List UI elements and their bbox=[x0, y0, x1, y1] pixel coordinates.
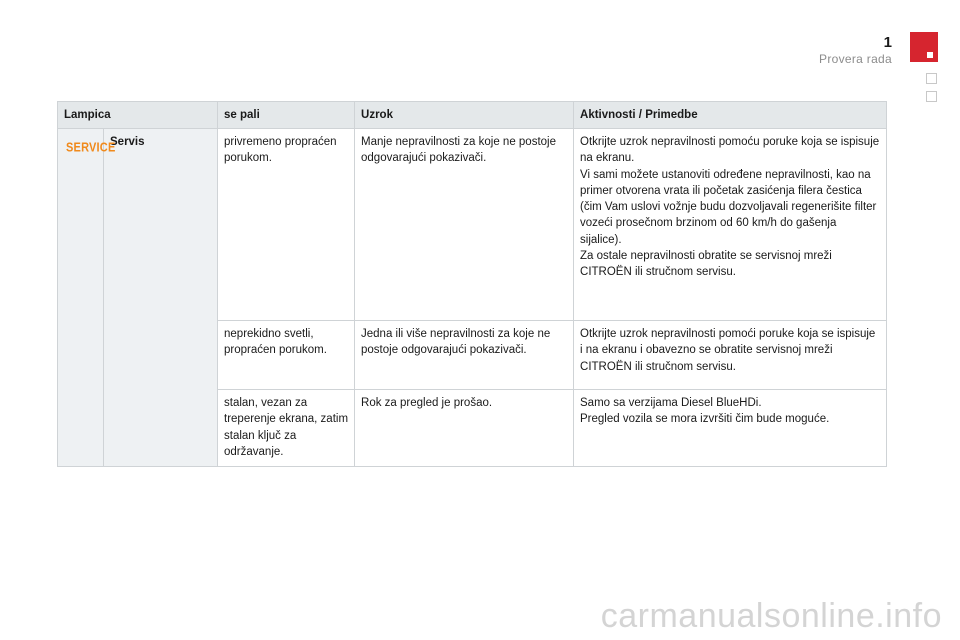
aktivnosti-paragraph: Samo sa verzijama Diesel BlueHDi. bbox=[580, 397, 762, 409]
uzrok-cell: Rok za pregled je prošao. bbox=[355, 390, 574, 467]
uzrok-cell: Manje nepravilnosti za koje ne postoje odgovarajući pokazivači. bbox=[355, 129, 574, 321]
uzrok-cell: Jedna ili više nepravilnosti za koje ne postoje odgovarajući pokazivači. bbox=[355, 321, 574, 390]
column-header-lampica: Lampica bbox=[58, 102, 218, 129]
aktivnosti-paragraph: Otkrijte uzrok nepravilnosti pomoću poruke koja se ispisuje na ekranu. bbox=[580, 136, 880, 165]
se-pali-cell: privremeno propraćen porukom. bbox=[218, 129, 355, 321]
tab-marker-icon bbox=[927, 52, 933, 58]
page-number: 1 bbox=[883, 34, 892, 51]
se-pali-cell: stalan, vezan za treperenje ekrana, zatim stalan ključ za održavanje. bbox=[218, 390, 355, 467]
section-tab-2[interactable] bbox=[926, 73, 937, 84]
aktivnosti-cell bbox=[574, 129, 887, 321]
lamp-icon-cell bbox=[58, 129, 116, 467]
column-header-aktivnosti: Aktivnosti / Primedbe bbox=[574, 102, 887, 129]
aktivnosti-paragraph: Pregled vozila se mora izvršiti čim bude moguće. bbox=[580, 413, 830, 426]
lamp-name: Servis bbox=[104, 129, 218, 467]
section-title: Provera rada bbox=[819, 52, 892, 66]
warning-lamp-table bbox=[57, 101, 887, 467]
aktivnosti-paragraph: Za ostale nepravilnosti obratite se servisnoj mreži CITROËN ili stručnom servisu. bbox=[580, 250, 832, 279]
table-row bbox=[58, 129, 887, 321]
aktivnosti-cell bbox=[574, 321, 887, 390]
page-header bbox=[819, 34, 892, 66]
aktivnosti-paragraph: Otkrijte uzrok nepravilnosti pomoći poruke koja se ispisuje i na ekranu i obavezno se obratite servisnoj mreži CITROËN ili stručnom servisu. bbox=[580, 328, 876, 373]
column-header-se-pali: se pali bbox=[218, 102, 355, 129]
aktivnosti-cell bbox=[574, 390, 887, 467]
service-warning-icon: SERVICE bbox=[66, 141, 116, 155]
section-tab-3[interactable] bbox=[926, 91, 937, 102]
column-header-uzrok: Uzrok bbox=[355, 102, 574, 129]
aktivnosti-paragraph: Vi sami možete ustanoviti određene nepravilnosti, kao na primer otvorena vrata ili početak zasićenja filera čestica (čim Vam uslovi vožnje budu dozvoljavali regenerišite filter vozeći prosečnom brzinom od 60 km/h do gašenja sijalice). bbox=[580, 168, 877, 246]
section-tab-active[interactable] bbox=[910, 32, 938, 62]
watermark: carmanualsonline.info bbox=[600, 597, 942, 635]
table-header-row bbox=[58, 102, 887, 129]
se-pali-cell: neprekidno svetli, propraćen porukom. bbox=[218, 321, 355, 390]
